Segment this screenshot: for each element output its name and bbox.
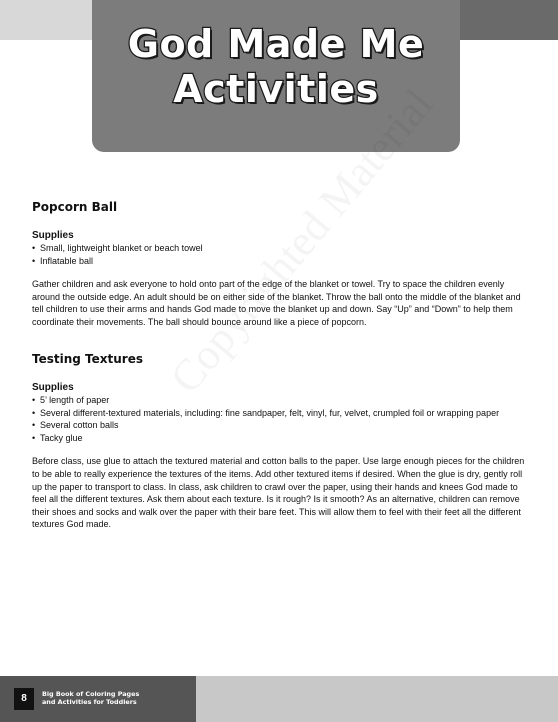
section-heading: Testing Textures [32,352,143,367]
page-title-line-1: God Made Me [127,22,425,66]
page-number: 8 [14,688,34,710]
supply-item: • Inflatable ball [32,255,526,268]
supplies-list [32,242,526,267]
supplies-list [32,394,526,444]
main-content [32,200,526,531]
supply-item: • Several different-textured materials, including: fine sandpaper, felt, vinyl, fur, velvet, crumpled foil or wrapping paper [32,407,526,420]
supply-item: • Several cotton balls [32,419,526,432]
supplies-label: Supplies [32,230,74,241]
activity-testing-textures [32,352,526,531]
book-title [42,690,192,706]
page-title [92,22,460,112]
supply-item: • Small, lightweight blanket or beach towel [32,242,526,255]
page-title-line-2: Activities [173,67,379,111]
section-heading: Popcorn Ball [32,200,118,214]
book-title-line-1: Big Book of Coloring Pages [42,690,140,698]
supplies-label: Supplies [32,382,74,394]
activity-popcorn-ball [32,200,526,328]
header-band-accent [460,0,558,40]
activity-instructions: Before class, use glue to attach the textured material and cotton balls to the paper. Use large enough pieces for the children to be able to really experience the textures of the items. Add other textured items if desired. When the glue is dry, gently roll up the paper to transport to class. In class, ask children to crawl over the paper, using their hands and knees God made to feel all the different textures. Ask them about each texture. Is it rough? Is it smooth? As an alternative, children can remove their shoes and socks and walk over the paper with their bare feet. This will allow them to feel with their feet all the different textures God made. [32,456,525,530]
supply-item: • 5’ length of paper [32,394,526,407]
book-title-line-2: and Activities for Toddlers [42,698,137,706]
activity-instructions: Gather children and ask everyone to hold onto part of the edge of the blanket or towel. Try to space the children evenly around the outside edge. An adult should be on either side of the blanket. Throw the ball onto the middle of the blanket and tell children to use their arms and hands God made to move the blanket up and down. Say “Up” and “Down” to help them coordinate their movements. The ball should bounce around like a piece of popcorn. [32,279,521,327]
supply-item: • Tacky glue [32,432,526,445]
